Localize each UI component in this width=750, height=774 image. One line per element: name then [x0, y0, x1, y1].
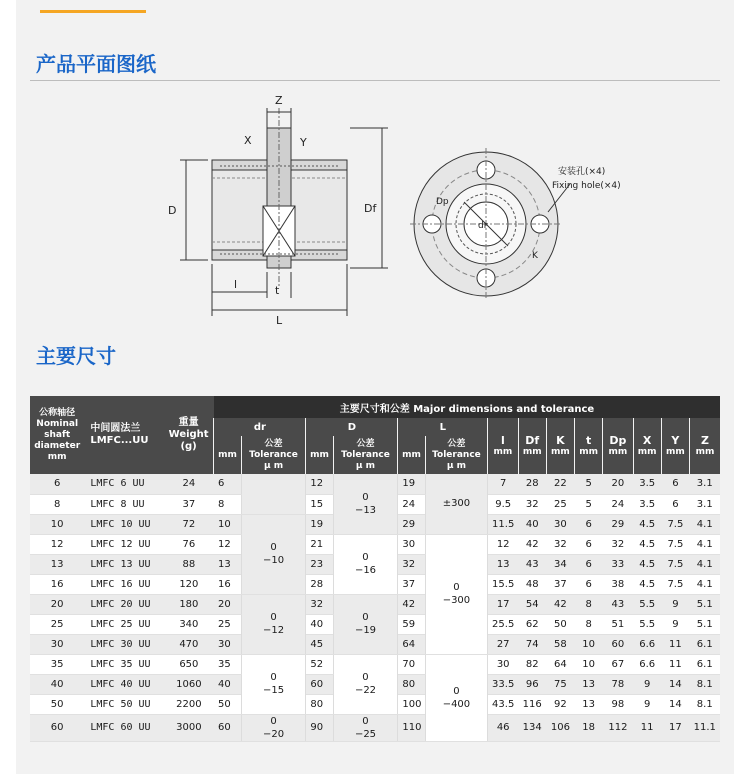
dr-cell: 20 — [214, 594, 241, 614]
tolerance-cell-dr — [241, 654, 306, 714]
x-cell: 3.5 — [633, 474, 661, 494]
weight-cell: 88 — [164, 554, 214, 574]
model-cell: LMFC 50 UU — [84, 694, 163, 714]
l-cell: 27 — [488, 634, 518, 654]
dp-cell: 20 — [603, 474, 633, 494]
tolerance-value: −12 — [262, 625, 285, 636]
weight-cell: 72 — [164, 514, 214, 534]
weight-cell: 37 — [164, 494, 214, 514]
t-cell: 6 — [575, 574, 603, 594]
l-cell: 12 — [488, 534, 518, 554]
z-cell: 4.1 — [690, 514, 721, 534]
y-cell: 14 — [661, 694, 689, 714]
weight-cell: 2200 — [164, 694, 214, 714]
dr-cell: 50 — [214, 694, 241, 714]
col-x-header: X mm — [633, 418, 661, 474]
tolerance-value: −19 — [354, 625, 377, 636]
table-row — [30, 594, 720, 614]
table-row — [30, 714, 720, 741]
dr-cell: 30 — [214, 634, 241, 654]
z-cell: 4.1 — [690, 574, 721, 594]
l-cell: 110 — [398, 714, 425, 741]
col-nominal-header: 公称轴径 Nominal shaft diameter mm — [30, 396, 84, 474]
l-cell: 24 — [398, 494, 425, 514]
t-cell: 5 — [575, 494, 603, 514]
shaft-diameter-cell: 40 — [30, 674, 84, 694]
z-cell: 4.1 — [690, 554, 721, 574]
shaft-diameter-cell: 20 — [30, 594, 84, 614]
y-cell: 11 — [661, 634, 689, 654]
shaft-diameter-cell: 12 — [30, 534, 84, 554]
dp-cell: 29 — [603, 514, 633, 534]
dimension-table — [30, 396, 720, 742]
dim-df-label: Df — [364, 202, 377, 215]
tolerance-value: −20 — [262, 728, 285, 740]
shaft-diameter-cell: 25 — [30, 614, 84, 634]
z-cell: 6.1 — [690, 654, 721, 674]
x-cell: 4.5 — [633, 554, 661, 574]
weight-cell: 24 — [164, 474, 214, 494]
model-cell: LMFC 35 UU — [84, 654, 163, 674]
dp-cell: 51 — [603, 614, 633, 634]
weight-cell: 180 — [164, 594, 214, 614]
t-cell: 13 — [575, 674, 603, 694]
dim-dp-label: Dp — [436, 197, 449, 207]
t-cell: 6 — [575, 534, 603, 554]
df-cell: 40 — [518, 514, 546, 534]
col-dr-mm-header: mm — [214, 436, 241, 474]
y-cell: 9 — [661, 594, 689, 614]
tolerance-value: 0 — [362, 491, 369, 503]
z-cell: 3.1 — [690, 474, 721, 494]
t-cell: 13 — [575, 694, 603, 714]
k-cell: 32 — [546, 534, 574, 554]
tolerance-value: 0 — [362, 715, 369, 727]
t-cell: 10 — [575, 654, 603, 674]
tolerance-cell-d — [333, 714, 398, 741]
drawing-section-title: 产品平面图纸 — [36, 52, 156, 76]
model-cell: LMFC 16 UU — [84, 574, 163, 594]
d-cell: 28 — [306, 574, 333, 594]
t-cell: 6 — [575, 554, 603, 574]
d-cell: 23 — [306, 554, 333, 574]
x-cell: 5.5 — [633, 594, 661, 614]
dr-cell: 12 — [214, 534, 241, 554]
dr-cell: 6 — [214, 474, 241, 494]
df-cell: 134 — [518, 714, 546, 741]
l-cell: 33.5 — [488, 674, 518, 694]
k-cell: 22 — [546, 474, 574, 494]
k-cell: 58 — [546, 634, 574, 654]
shaft-diameter-cell: 30 — [30, 634, 84, 654]
z-cell: 3.1 — [690, 494, 721, 514]
col-l-mm-header: mm — [398, 436, 425, 474]
technical-drawing — [150, 88, 630, 328]
weight-cell: 120 — [164, 574, 214, 594]
x-cell: 4.5 — [633, 574, 661, 594]
df-cell: 42 — [518, 534, 546, 554]
tolerance-value: −300 — [442, 595, 471, 606]
t-cell: 10 — [575, 634, 603, 654]
x-cell: 3.5 — [633, 494, 661, 514]
weight-cell: 3000 — [164, 714, 214, 741]
model-cell: LMFC 8 UU — [84, 494, 163, 514]
k-cell: 50 — [546, 614, 574, 634]
y-cell: 7.5 — [661, 554, 689, 574]
df-cell: 116 — [518, 694, 546, 714]
d-cell: 19 — [306, 514, 333, 534]
k-cell: 42 — [546, 594, 574, 614]
dp-cell: 112 — [603, 714, 633, 741]
col-weight-header: 重量 Weight (g) — [164, 396, 214, 474]
shaft-diameter-cell: 50 — [30, 694, 84, 714]
table-row — [30, 534, 720, 554]
k-cell: 34 — [546, 554, 574, 574]
tolerance-value: −16 — [354, 565, 377, 576]
df-cell: 43 — [518, 554, 546, 574]
dr-cell: 25 — [214, 614, 241, 634]
d-cell: 60 — [306, 674, 333, 694]
shaft-diameter-cell: 8 — [30, 494, 84, 514]
t-cell: 6 — [575, 514, 603, 534]
k-cell: 25 — [546, 494, 574, 514]
dr-cell: 13 — [214, 554, 241, 574]
x-cell: 4.5 — [633, 514, 661, 534]
major-dimensions-header: 主要尺寸和公差 Major dimensions and tolerance — [214, 396, 720, 418]
k-cell: 30 — [546, 514, 574, 534]
col-d-header: D — [306, 418, 398, 436]
z-cell: 8.1 — [690, 674, 721, 694]
t-cell: 5 — [575, 474, 603, 494]
col-k-header: K mm — [546, 418, 574, 474]
d-cell: 32 — [306, 594, 333, 614]
dr-cell: 35 — [214, 654, 241, 674]
d-cell: 90 — [306, 714, 333, 741]
section-divider — [30, 80, 720, 81]
l-cell: 13 — [488, 554, 518, 574]
dim-x-label: X — [244, 134, 252, 147]
tolerance-value: 0 — [270, 715, 277, 727]
col-d-mm-header: mm — [306, 436, 333, 474]
tolerance-cell-dr — [241, 514, 306, 594]
tolerance-value: 0 — [362, 612, 369, 623]
x-cell: 9 — [633, 694, 661, 714]
dim-y-label: Y — [300, 136, 307, 149]
d-cell: 52 — [306, 654, 333, 674]
col-l-small-header: l mm — [488, 418, 518, 474]
z-cell: 11.1 — [690, 714, 721, 741]
dr-cell: 40 — [214, 674, 241, 694]
model-cell: LMFC 20 UU — [84, 594, 163, 614]
z-cell: 4.1 — [690, 534, 721, 554]
dim-l-big-label: L — [276, 314, 283, 327]
df-cell: 74 — [518, 634, 546, 654]
t-cell: 18 — [575, 714, 603, 741]
d-cell: 15 — [306, 494, 333, 514]
model-cell: LMFC 12 UU — [84, 534, 163, 554]
fixing-hole-label-en: Fixing hole(×4) — [552, 181, 621, 191]
df-cell: 48 — [518, 574, 546, 594]
tolerance-value: 0 — [270, 612, 277, 623]
k-cell: 64 — [546, 654, 574, 674]
df-cell: 96 — [518, 674, 546, 694]
table-row — [30, 474, 720, 494]
t-cell: 8 — [575, 614, 603, 634]
x-cell: 11 — [633, 714, 661, 741]
weight-cell: 76 — [164, 534, 214, 554]
col-y-header: Y mm — [661, 418, 689, 474]
x-cell: 6.6 — [633, 634, 661, 654]
tolerance-value: −13 — [354, 504, 377, 516]
dim-l-small-label: l — [234, 278, 238, 291]
dim-k-label: K — [532, 251, 538, 261]
col-d-tol-header: 公差 Tolerance μ m — [333, 436, 398, 474]
dr-cell: 8 — [214, 494, 241, 514]
tolerance-value: −15 — [262, 685, 285, 696]
l-cell: 9.5 — [488, 494, 518, 514]
weight-cell: 1060 — [164, 674, 214, 694]
weight-cell: 470 — [164, 634, 214, 654]
x-cell: 6.6 — [633, 654, 661, 674]
tolerance-value: 0 — [270, 542, 277, 553]
col-dr-tol-header: 公差 Tolerance μ m — [241, 436, 306, 474]
y-cell: 6 — [661, 494, 689, 514]
tolerance-value: 0 — [362, 672, 369, 683]
dp-cell: 24 — [603, 494, 633, 514]
k-cell: 75 — [546, 674, 574, 694]
l-cell: 64 — [398, 634, 425, 654]
col-dp-header: Dp mm — [603, 418, 633, 474]
tolerance-value: −22 — [354, 685, 377, 696]
dp-cell: 33 — [603, 554, 633, 574]
tolerance-value: −10 — [262, 555, 285, 566]
col-l-tol-header: 公差 Tolerance μ m — [425, 436, 488, 474]
l-cell: 25.5 — [488, 614, 518, 634]
shaft-diameter-cell: 35 — [30, 654, 84, 674]
weight-cell: 650 — [164, 654, 214, 674]
l-cell: 32 — [398, 554, 425, 574]
table-row — [30, 654, 720, 674]
k-cell: 92 — [546, 694, 574, 714]
shaft-diameter-cell: 16 — [30, 574, 84, 594]
model-cell: LMFC 13 UU — [84, 554, 163, 574]
df-cell: 62 — [518, 614, 546, 634]
df-cell: 54 — [518, 594, 546, 614]
dp-cell: 32 — [603, 534, 633, 554]
tolerance-cell-d — [333, 654, 398, 714]
col-t-header: t mm — [575, 418, 603, 474]
dr-cell: 60 — [214, 714, 241, 741]
tolerance-cell-l — [425, 534, 488, 654]
y-cell: 7.5 — [661, 534, 689, 554]
d-cell: 21 — [306, 534, 333, 554]
dim-z-label: Z — [275, 94, 283, 107]
dimensions-section-title: 主要尺寸 — [36, 344, 116, 368]
tolerance-cell-l — [425, 654, 488, 741]
model-cell: LMFC 60 UU — [84, 714, 163, 741]
l-cell: 43.5 — [488, 694, 518, 714]
d-cell: 80 — [306, 694, 333, 714]
col-df-header: Df mm — [518, 418, 546, 474]
l-cell: 29 — [398, 514, 425, 534]
x-cell: 4.5 — [633, 534, 661, 554]
l-cell: 42 — [398, 594, 425, 614]
z-cell: 5.1 — [690, 614, 721, 634]
fixing-hole-label-cn: 安装孔(×4) — [558, 167, 606, 177]
l-cell: 80 — [398, 674, 425, 694]
l-cell: 7 — [488, 474, 518, 494]
l-cell: 46 — [488, 714, 518, 741]
col-dr-header: dr — [214, 418, 306, 436]
shaft-diameter-cell: 6 — [30, 474, 84, 494]
model-cell: LMFC 40 UU — [84, 674, 163, 694]
dim-dr-label: dr — [478, 221, 488, 231]
dp-cell: 60 — [603, 634, 633, 654]
dp-cell: 98 — [603, 694, 633, 714]
l-cell: 19 — [398, 474, 425, 494]
y-cell: 14 — [661, 674, 689, 694]
k-cell: 37 — [546, 574, 574, 594]
dp-cell: 67 — [603, 654, 633, 674]
l-cell: 15.5 — [488, 574, 518, 594]
d-cell: 12 — [306, 474, 333, 494]
model-cell: LMFC 10 UU — [84, 514, 163, 534]
tolerance-value: ±300 — [442, 498, 471, 510]
df-cell: 28 — [518, 474, 546, 494]
col-z-header: Z mm — [690, 418, 721, 474]
top-accent-bar — [40, 10, 146, 13]
tolerance-cell-l — [425, 474, 488, 534]
tolerance-value: −400 — [442, 698, 471, 710]
l-cell: 17 — [488, 594, 518, 614]
dp-cell: 43 — [603, 594, 633, 614]
df-cell: 82 — [518, 654, 546, 674]
dr-cell: 10 — [214, 514, 241, 534]
l-cell: 30 — [398, 534, 425, 554]
tolerance-value: −25 — [354, 728, 377, 740]
z-cell: 8.1 — [690, 694, 721, 714]
col-model-header: 中间圆法兰 LMFC...UU — [84, 396, 163, 474]
l-cell: 30 — [488, 654, 518, 674]
l-cell: 100 — [398, 694, 425, 714]
weight-cell: 340 — [164, 614, 214, 634]
tolerance-cell-dr — [241, 714, 306, 741]
table-body — [30, 474, 720, 741]
shaft-diameter-cell: 13 — [30, 554, 84, 574]
tolerance-value: 0 — [270, 672, 277, 683]
d-cell: 40 — [306, 614, 333, 634]
tolerance-cell-d — [333, 594, 398, 654]
dim-t-label: t — [275, 284, 280, 297]
dim-d-label: D — [168, 204, 177, 217]
shaft-diameter-cell: 10 — [30, 514, 84, 534]
x-cell: 5.5 — [633, 614, 661, 634]
t-cell: 8 — [575, 594, 603, 614]
tolerance-cell-d — [333, 474, 398, 534]
dp-cell: 38 — [603, 574, 633, 594]
l-cell: 11.5 — [488, 514, 518, 534]
l-cell: 59 — [398, 614, 425, 634]
tolerance-cell-dr — [241, 594, 306, 654]
tolerance-value: 0 — [362, 552, 369, 563]
shaft-diameter-cell: 60 — [30, 714, 84, 741]
tolerance-cell-dr — [241, 474, 306, 514]
model-cell: LMFC 30 UU — [84, 634, 163, 654]
l-cell: 70 — [398, 654, 425, 674]
model-cell: LMFC 25 UU — [84, 614, 163, 634]
l-cell: 37 — [398, 574, 425, 594]
tolerance-value: 0 — [453, 582, 460, 593]
dp-cell: 78 — [603, 674, 633, 694]
y-cell: 9 — [661, 614, 689, 634]
z-cell: 6.1 — [690, 634, 721, 654]
y-cell: 7.5 — [661, 514, 689, 534]
z-cell: 5.1 — [690, 594, 721, 614]
y-cell: 7.5 — [661, 574, 689, 594]
tolerance-value: 0 — [453, 685, 460, 697]
y-cell: 17 — [661, 714, 689, 741]
df-cell: 32 — [518, 494, 546, 514]
x-cell: 9 — [633, 674, 661, 694]
y-cell: 11 — [661, 654, 689, 674]
col-l-header: L — [398, 418, 488, 436]
tolerance-cell-d — [333, 534, 398, 594]
y-cell: 6 — [661, 474, 689, 494]
d-cell: 45 — [306, 634, 333, 654]
dr-cell: 16 — [214, 574, 241, 594]
k-cell: 106 — [546, 714, 574, 741]
model-cell: LMFC 6 UU — [84, 474, 163, 494]
